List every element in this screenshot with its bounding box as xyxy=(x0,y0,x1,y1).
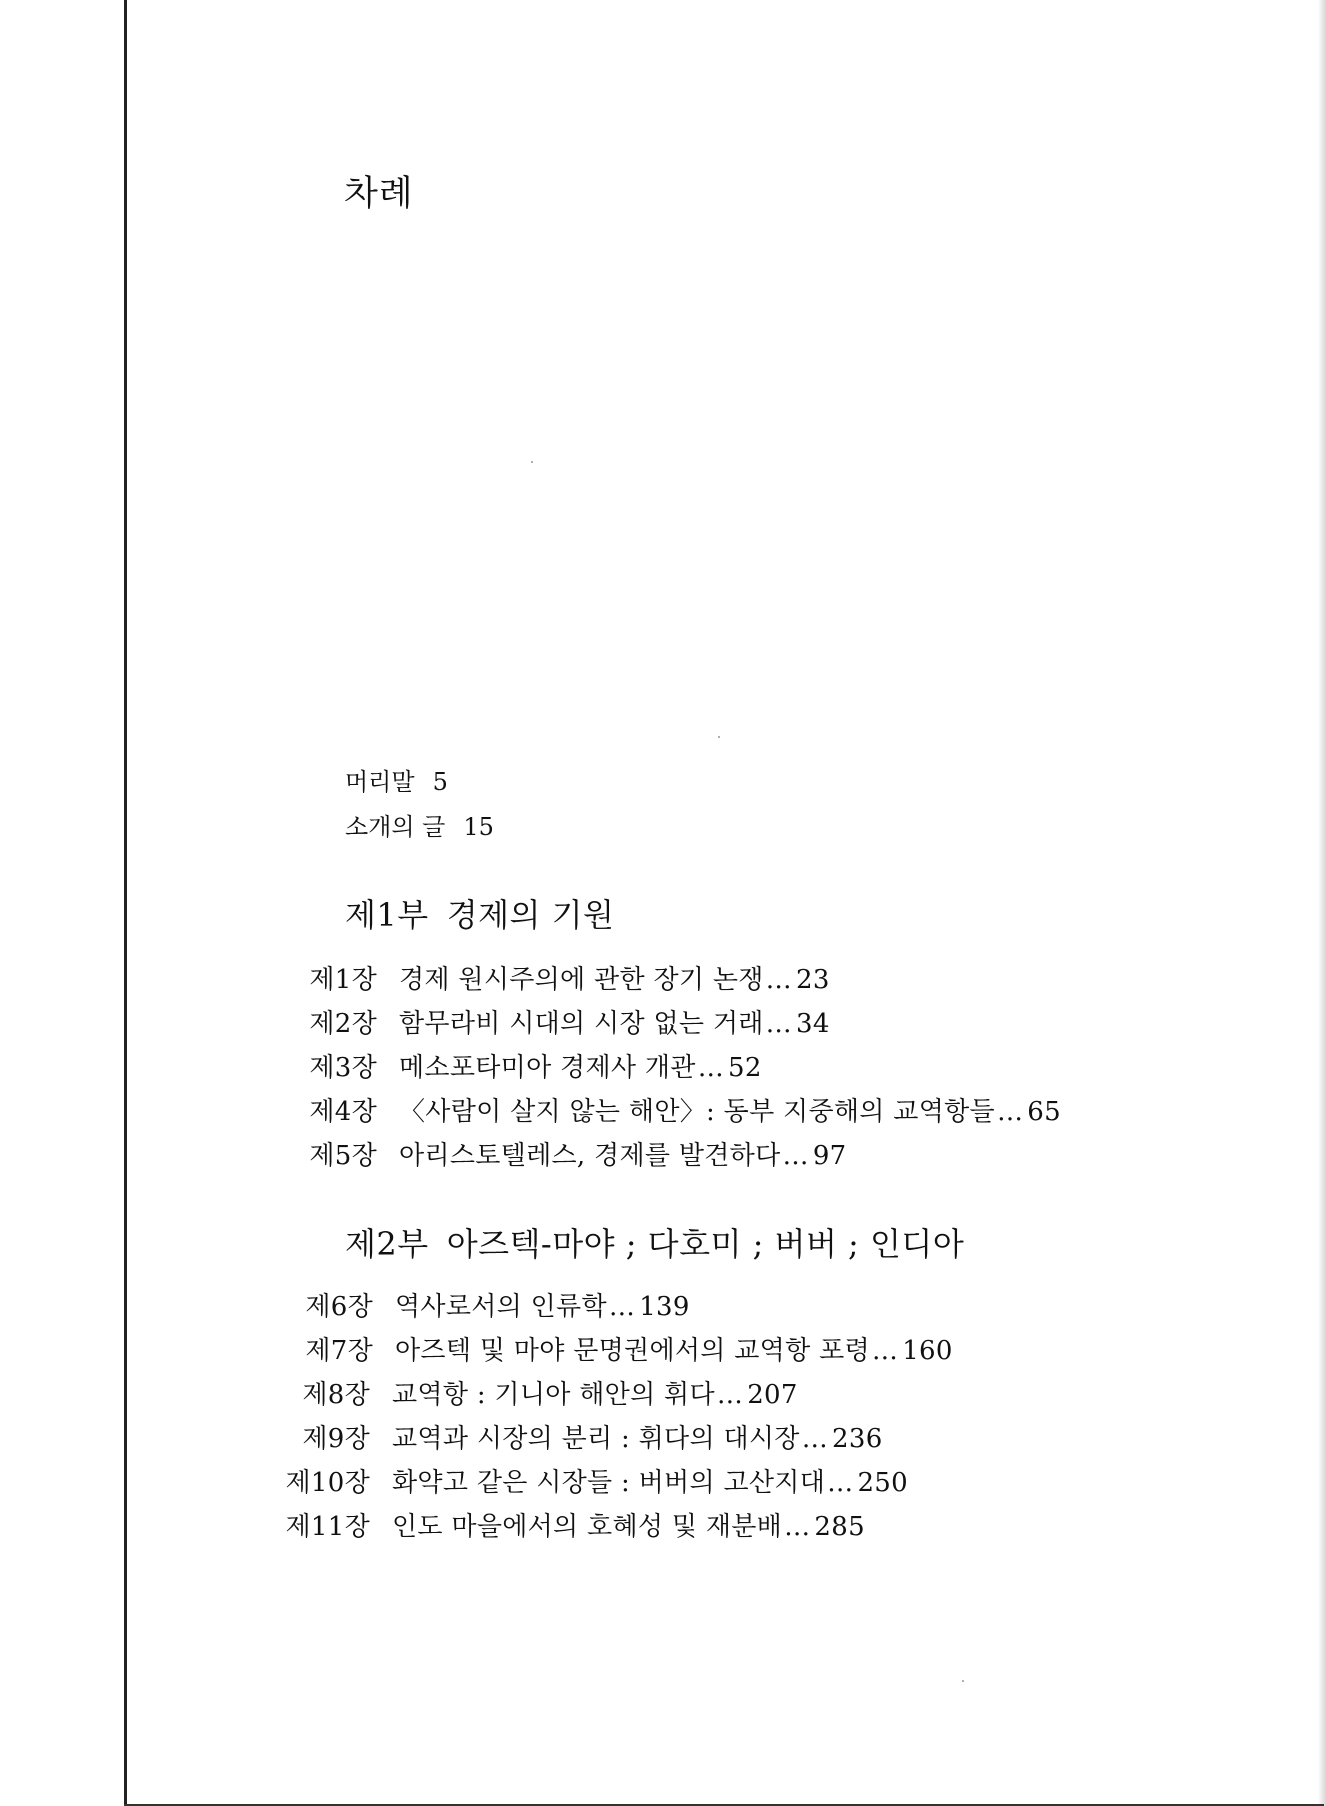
front-matter-page: 15 xyxy=(463,813,494,841)
leader-dots: … xyxy=(827,1468,854,1498)
chapter-page: 52 xyxy=(728,1053,762,1083)
chapter-title: 함무라비 시대의 시장 없는 거래 xyxy=(399,1009,764,1039)
leader-dots: … xyxy=(782,1141,809,1171)
chapter-title: 아리스토텔레스, 경제를 발견하다 xyxy=(399,1141,781,1171)
part-heading xyxy=(345,1219,964,1265)
chapter-title: 인도 마을에서의 호혜성 및 재분배 xyxy=(392,1512,783,1542)
front-matter-page: 5 xyxy=(432,768,448,796)
chapter-entry xyxy=(285,1047,762,1084)
chapter-number: 제6장 xyxy=(305,1292,373,1322)
chapter-page: 23 xyxy=(795,965,830,995)
chapter-number: 제1장 xyxy=(309,965,377,995)
leader-dots: … xyxy=(765,965,792,995)
leader-dots: … xyxy=(697,1053,725,1083)
part-title: 아즈텍-마야 ; 다호미 ; 버버 ; 인디아 xyxy=(446,1225,965,1263)
chapter-number: 제7장 xyxy=(305,1336,373,1366)
chapter-page: 97 xyxy=(812,1141,847,1171)
part-heading xyxy=(345,890,614,936)
part-label: 제2부 xyxy=(345,1225,429,1263)
chapter-entry xyxy=(278,1506,865,1543)
chapter-number: 제11장 xyxy=(285,1512,370,1542)
leader-dots: … xyxy=(716,1380,744,1410)
chapter-title: 아즈텍 및 마야 문명권에서의 교역항 포령 xyxy=(395,1336,870,1366)
chapter-number: 제3장 xyxy=(309,1053,377,1083)
chapter-entry xyxy=(281,1286,690,1323)
chapter-title: 교역항 : 기니아 해안의 휘다 xyxy=(392,1380,715,1410)
chapter-title: 〈사람이 살지 않는 해안〉: 동부 지중해의 교역항들 xyxy=(399,1097,995,1127)
front-matter-label: 머리말 xyxy=(345,768,415,796)
chapter-page: 236 xyxy=(832,1424,883,1454)
chapter-title: 교역과 시장의 분리 : 휘다의 대시장 xyxy=(392,1424,800,1454)
toc-title: 차례 xyxy=(344,174,414,214)
chapter-page: 207 xyxy=(747,1380,798,1410)
chapter-number: 제4장 xyxy=(309,1097,377,1127)
chapter-number: 제5장 xyxy=(309,1141,377,1171)
chapter-number: 제2장 xyxy=(309,1009,377,1039)
chapter-entry xyxy=(285,1003,830,1040)
leader-dots: … xyxy=(871,1336,899,1366)
chapter-entry xyxy=(285,959,830,996)
leader-dots: … xyxy=(996,1097,1024,1127)
chapter-number: 제8장 xyxy=(302,1380,370,1410)
chapter-page: 285 xyxy=(814,1512,865,1542)
chapter-entry xyxy=(285,1135,847,1172)
chapter-page: 139 xyxy=(639,1292,690,1322)
leader-dots: … xyxy=(784,1512,811,1542)
front-matter-item xyxy=(345,807,494,842)
chapter-entry xyxy=(278,1374,798,1411)
chapter-page: 160 xyxy=(902,1336,953,1366)
part-label: 제1부 xyxy=(345,896,429,934)
chapter-title: 역사로서의 인류학 xyxy=(395,1292,607,1322)
leader-dots: … xyxy=(801,1424,829,1454)
chapter-page: 65 xyxy=(1027,1097,1061,1127)
leader-dots: … xyxy=(608,1292,636,1322)
chapter-entry xyxy=(285,1091,1061,1128)
part-title: 경제의 기원 xyxy=(446,896,615,934)
scan-speck xyxy=(718,736,720,738)
chapter-page: 250 xyxy=(857,1468,908,1498)
chapter-number: 제10장 xyxy=(285,1468,370,1498)
chapter-page: 34 xyxy=(795,1009,830,1039)
chapter-number: 제9장 xyxy=(302,1424,370,1454)
scan-speck xyxy=(962,1680,964,1682)
chapter-title: 메소포타미아 경제사 개관 xyxy=(399,1053,696,1083)
leader-dots: … xyxy=(765,1009,792,1039)
chapter-title: 경제 원시주의에 관한 장기 논쟁 xyxy=(399,965,764,995)
page-edge-shadow xyxy=(1318,0,1326,1806)
chapter-entry xyxy=(281,1330,953,1367)
front-matter-item xyxy=(345,762,448,797)
chapter-entry xyxy=(278,1418,883,1455)
chapter-title: 화약고 같은 시장들 : 버버의 고산지대 xyxy=(392,1468,826,1498)
scan-speck xyxy=(531,461,533,463)
front-matter-label: 소개의 글 xyxy=(345,813,446,841)
chapter-entry xyxy=(278,1462,908,1499)
